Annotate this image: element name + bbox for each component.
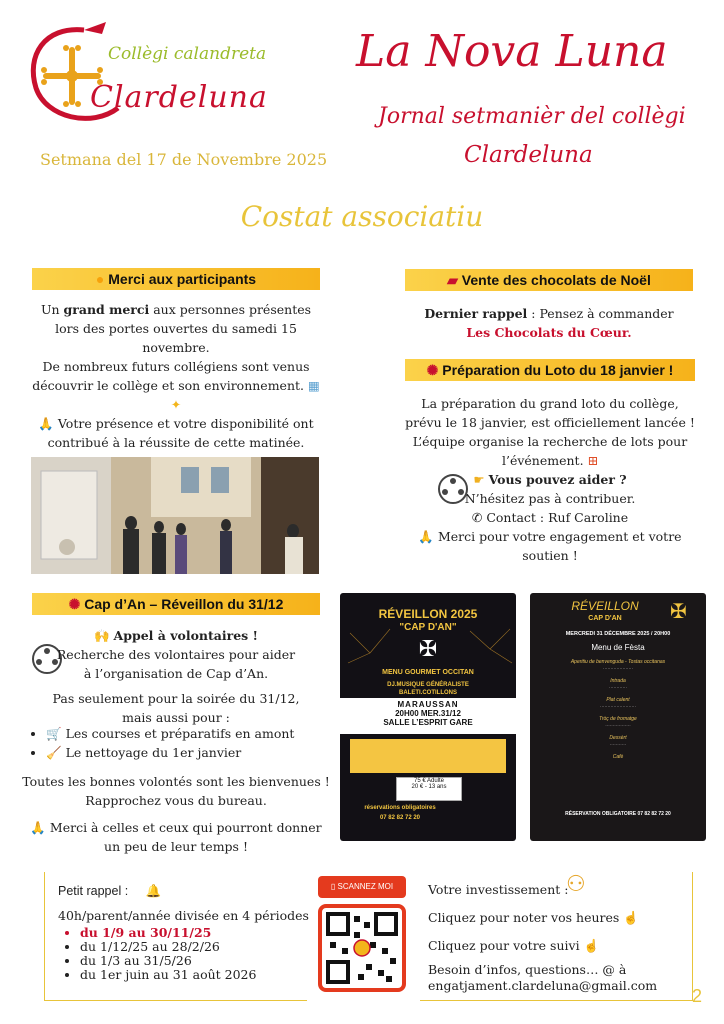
broom-icon: 🧹: [46, 745, 62, 760]
suivi-link[interactable]: [428, 936, 599, 955]
poster2-subtitle: CAP D'AN: [588, 615, 622, 622]
hours-link[interactable]: [428, 908, 639, 927]
poster1-music: DJ.MUSIQUE GÉNÉRALISTE: [387, 682, 469, 688]
list-item: • 🛒 Les courses et préparatifs en amont: [46, 724, 324, 743]
occitan-cross-icon-2: ✠: [670, 599, 687, 623]
poster2-title: RÉVEILLON: [571, 599, 639, 613]
phone-icon: ✆: [471, 510, 483, 525]
open-house-photo: [31, 457, 319, 574]
loto-heading: ✺ Préparation du Loto du 18 janvier !: [405, 359, 695, 381]
reveillon-poster-2: [530, 593, 706, 841]
poster2-course: Plat calent: [606, 697, 630, 703]
poster2-course: Tròç de fromatge: [599, 716, 637, 722]
week-label: Setmana del 17 de Novembre 2025: [40, 150, 328, 169]
merci-heading: ● Merci aux participants: [32, 268, 320, 290]
raised-hands-icon: 🙌: [93, 628, 110, 643]
rappel-label: Petit rappel : 🔔: [58, 884, 162, 898]
sparkles-icon: ✦: [170, 397, 182, 412]
reveillon-poster-1: [340, 593, 516, 841]
click-hand-icon-2: ☝: [583, 938, 600, 953]
capdan-text: 🙌 Appel à volontaires ! Recherche des volontaires pour aider à l’organisation de Cap d’An. Pas seulement pour la soirée du 31/12, mais aussi pour :: [52, 628, 300, 725]
occitan-cross-icon: ✠: [418, 637, 438, 662]
page-number: 2: [692, 986, 703, 1006]
poster1-resa: réservations obligatoires: [364, 805, 436, 811]
chocolate-icon: ▰: [447, 272, 458, 288]
qr-label: ▯ SCANNEZ MOI: [318, 876, 406, 898]
newspaper-subtitle-2: Clardeluna: [464, 142, 593, 168]
list-item: • du 1/9 au 30/11/25: [80, 926, 256, 940]
chocolats-heading: ▰ Vente des chocolats de Noël: [405, 269, 693, 291]
merci-text: Un grand merci aux personnes présentes lors des portes ouvertes du samedi 15 novembre. De nombreux futurs collégiens sont venus découvrir le collège et son environnement. ▦ ✦ 🙏 Votre présence et votre disponibilité ont contribué à la réussite de cette matinée.: [28, 300, 324, 452]
newspaper-subtitle: Jornal setmanièr del collègi: [378, 104, 686, 129]
praying-hands-icon-2: 🙏: [418, 529, 434, 544]
list-item: • du 1/3 au 31/5/26: [80, 954, 256, 968]
capdan-heading: ✺ Cap d’An – Réveillon du 31/12: [32, 593, 320, 615]
poster1-price-box: [396, 777, 462, 801]
list-item: • 🧹 Le nettoyage du 1er janvier: [46, 743, 324, 762]
party-popper-icon-2: ✺: [68, 596, 81, 612]
section-title: Costat associatiu: [240, 200, 484, 233]
chocolats-text: Dernier rappel : Pensez à commander Les Chocolats du Cœur.: [424, 306, 674, 340]
poster2-courses: Aperitiu de benvenguda - Tostas occitanas ···················· Intrada ············ Plat calent ························ Tròç de fromatge ················· Dessèrt ··········· Cafè: [540, 659, 696, 761]
poster1-town: MARAUSSAN: [397, 700, 459, 709]
list-item: • du 1/12/25 au 28/2/26: [80, 940, 256, 954]
poster1-menu: MENU GOURMET OCCITAN: [382, 669, 474, 676]
poster2-course: Aperitiu de benvenguda - Tostas occitanas: [570, 659, 666, 665]
poster1-time: 20H00 MER.31/12: [395, 709, 461, 718]
poster1-menu-box: [350, 739, 506, 773]
poster2-course: Intrada: [610, 678, 626, 684]
poster2-resa: RÉSERVATION OBLIGATOIRE 07 82 82 72 20: [565, 811, 671, 817]
poster1-price-1: 75 € Adulte: [413, 778, 445, 784]
invest-info: Besoin d’infos, questions… @ à engatjament.clardeluna@gmail.com: [428, 962, 658, 993]
list-item: • du 1er juin au 31 août 2026: [80, 968, 256, 982]
rappel-text: 40h/parent/année divisée en 4 périodes: [58, 908, 309, 923]
teamwork-icon: [436, 472, 470, 506]
qr-code[interactable]: [318, 904, 406, 992]
pointing-hand-icon: ☛: [473, 472, 485, 487]
click-hand-icon: ☝: [623, 910, 639, 925]
praying-hands-icon: 🙏: [38, 416, 54, 431]
poster2-date: MERCREDI 31 DÉCEMBRE 2025 / 20H00: [565, 631, 671, 637]
open-house-photo-image: [31, 457, 319, 574]
poster2-course: Dessèrt: [609, 735, 627, 741]
bell-icon: 🔔: [145, 884, 162, 898]
praying-hands-icon-3: 🙏: [30, 820, 46, 835]
suivi-link-text[interactable]: Cliquez pour votre suivi: [428, 938, 580, 953]
qr-code-icon: [322, 908, 402, 988]
poster2-course: Cafè: [612, 754, 624, 760]
poster1-venue: SALLE L’ESPRIT GARE: [383, 718, 473, 727]
school-name-logo: Clardeluna: [90, 80, 268, 115]
capdan-text-2: Toutes les bonnes volontés sont les bienvenues ! Rapprochez vous du bureau. 🙏 Merci à celles et ceux qui pourront donner un peu de leur temps !: [22, 774, 330, 854]
party-popper-icon: ✺: [426, 362, 439, 378]
capdan-bullets: [28, 724, 324, 762]
school-icon: ▦: [307, 378, 320, 393]
poster1-title: RÉVEILLON 2025: [378, 607, 478, 621]
poster1-music-2: BALETI.COTILLONS: [399, 690, 457, 696]
invest-title: Votre investissement :: [428, 882, 569, 897]
hours-link-text[interactable]: Cliquez pour noter vos heures: [428, 910, 620, 925]
loto-text: La préparation du grand loto du collège, prévu le 18 janvier, est officiellement lancée ! L’équipe organise la recherche de lots pour l’événement. ⊞ ☛ Vous pouvez aider ? N’hésitez pas à contribuer. ✆ Contact : Ruf Caroline 🙏 Merci pour votre engagement et votre soutien !: [405, 396, 695, 563]
contact-email[interactable]: engatjament.clardeluna@gmail.com: [428, 978, 658, 993]
newspaper-title: La Nova Luna: [356, 26, 668, 77]
poster1-phone: 07 82 82 72 20: [379, 815, 421, 821]
phone-scan-icon: ▯: [330, 882, 336, 891]
group-icon: ⚇: [566, 872, 586, 897]
school-name-top: Collègi calandreta: [108, 44, 267, 64]
poster2-menu: Menu de Fèsta: [591, 643, 645, 652]
sun-icon: ●: [95, 271, 105, 287]
poster1-price-2: 20 € - 13 ans: [411, 784, 447, 790]
cart-icon: 🛒: [46, 726, 62, 741]
poster1-info-band: [340, 698, 516, 734]
rappel-periods: [62, 926, 256, 982]
poster1-subtitle: "CAP D'AN": [399, 622, 457, 633]
gift-icon: ⊞: [587, 453, 599, 468]
